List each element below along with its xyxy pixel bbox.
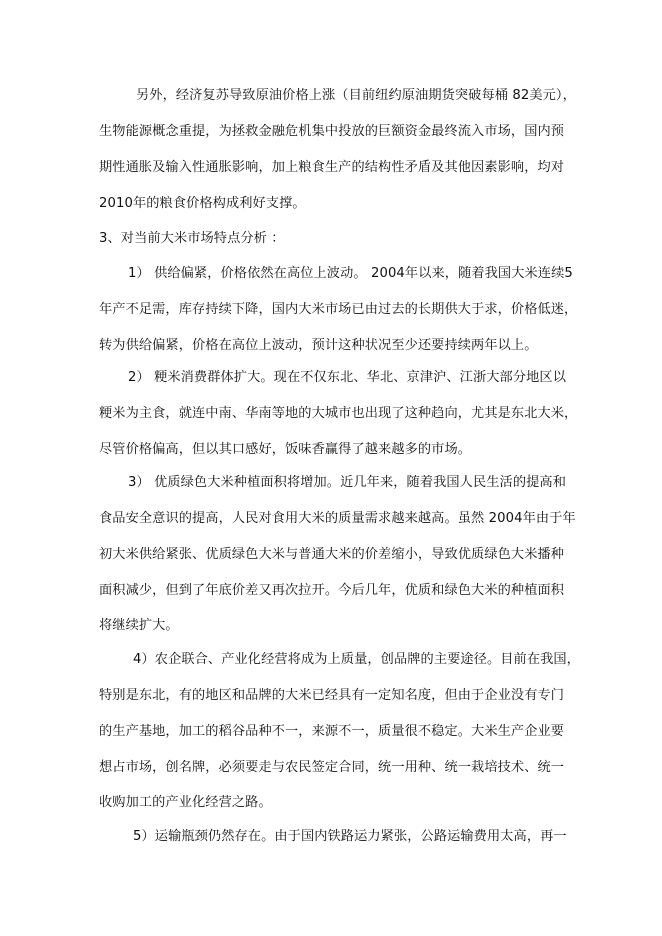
text-line: 收购加工的产业化经营之路。 <box>99 795 272 810</box>
text-line: 尽管价格偏高，但以其口感好，饭味香赢得了越来越多的市场。 <box>99 442 472 457</box>
text-line: 面积减少，但到了年底价差又再次拉开。今后几年，优质和绿色大米的种植面积 <box>99 583 565 598</box>
text-line: 将继续扩大。 <box>99 618 179 633</box>
text-line: 另外，经济复苏导致原油价格上涨（目前纽约原油期货突破每桶 82美元）， <box>136 88 576 103</box>
text-line: 2） 粳米消费群体扩大。现在不仅东北、华北、京津沪、江浙大部分地区以 <box>128 370 566 385</box>
text-line: 5）运输瓶颈仍然存在。由于国内铁路运力紧张，公路运输费用太高，再一 <box>133 829 567 844</box>
text-line: 4）农企联合、产业化经营将成为上质量，创品牌的主要途径。目前在我国， <box>133 652 580 667</box>
text-line: 初大米供给紧张、优质绿色大米与普通大米的价差缩小，导致优质绿色大米播种 <box>99 547 565 562</box>
text-line: 1） 供给偏紧，价格依然在高位上波动。 2004年以来，随着我国大米连续5 <box>128 266 573 281</box>
text-line: 2010年的粮食价格构成利好支撑。 <box>99 196 306 211</box>
text-line: 年产不足需，库存持续下降，国内大米市场已由过去的长期供大于求，价格低迷， <box>99 302 578 317</box>
text-line: 生物能源概念重提，为拯救金融危机集中投放的巨额资金最终流入市场，国内预 <box>99 124 565 139</box>
text-line: 转为供给偏紧，价格在高位上波动，预计这种状况至少还要持续两年以上。 <box>99 338 538 353</box>
text-line: 期性通胀及输入性通胀影响，加上粮食生产的结构性矛盾及其他因素影响，均对 <box>99 160 565 175</box>
text-line: 食品安全意识的提高，人民对食用大米的质量需求越来越高。虽然 2004年由于年 <box>99 511 576 526</box>
section-heading: 3、对当前大米市场特点分析 ： <box>99 231 285 246</box>
text-line: 的生产基地，加工的稻谷品种不一，来源不一，质量很不稳定。大米生产企业要 <box>99 724 565 739</box>
text-line: 3） 优质绿色大米种植面积将增加。近几年来，随着我国人民生活的提高和 <box>128 475 566 490</box>
text-line: 想占市场，创名牌，必须要走与农民签定合同，统一用种、统一栽培技术、统一 <box>99 760 565 775</box>
text-line: 粳米为主食，就连中南、华南等地的大城市也出现了这种趋向，尤其是东北大米， <box>99 406 578 421</box>
text-line: 特别是东北，有的地区和品牌的大米已经具有一定知名度，但由于企业没有专门 <box>99 688 565 703</box>
